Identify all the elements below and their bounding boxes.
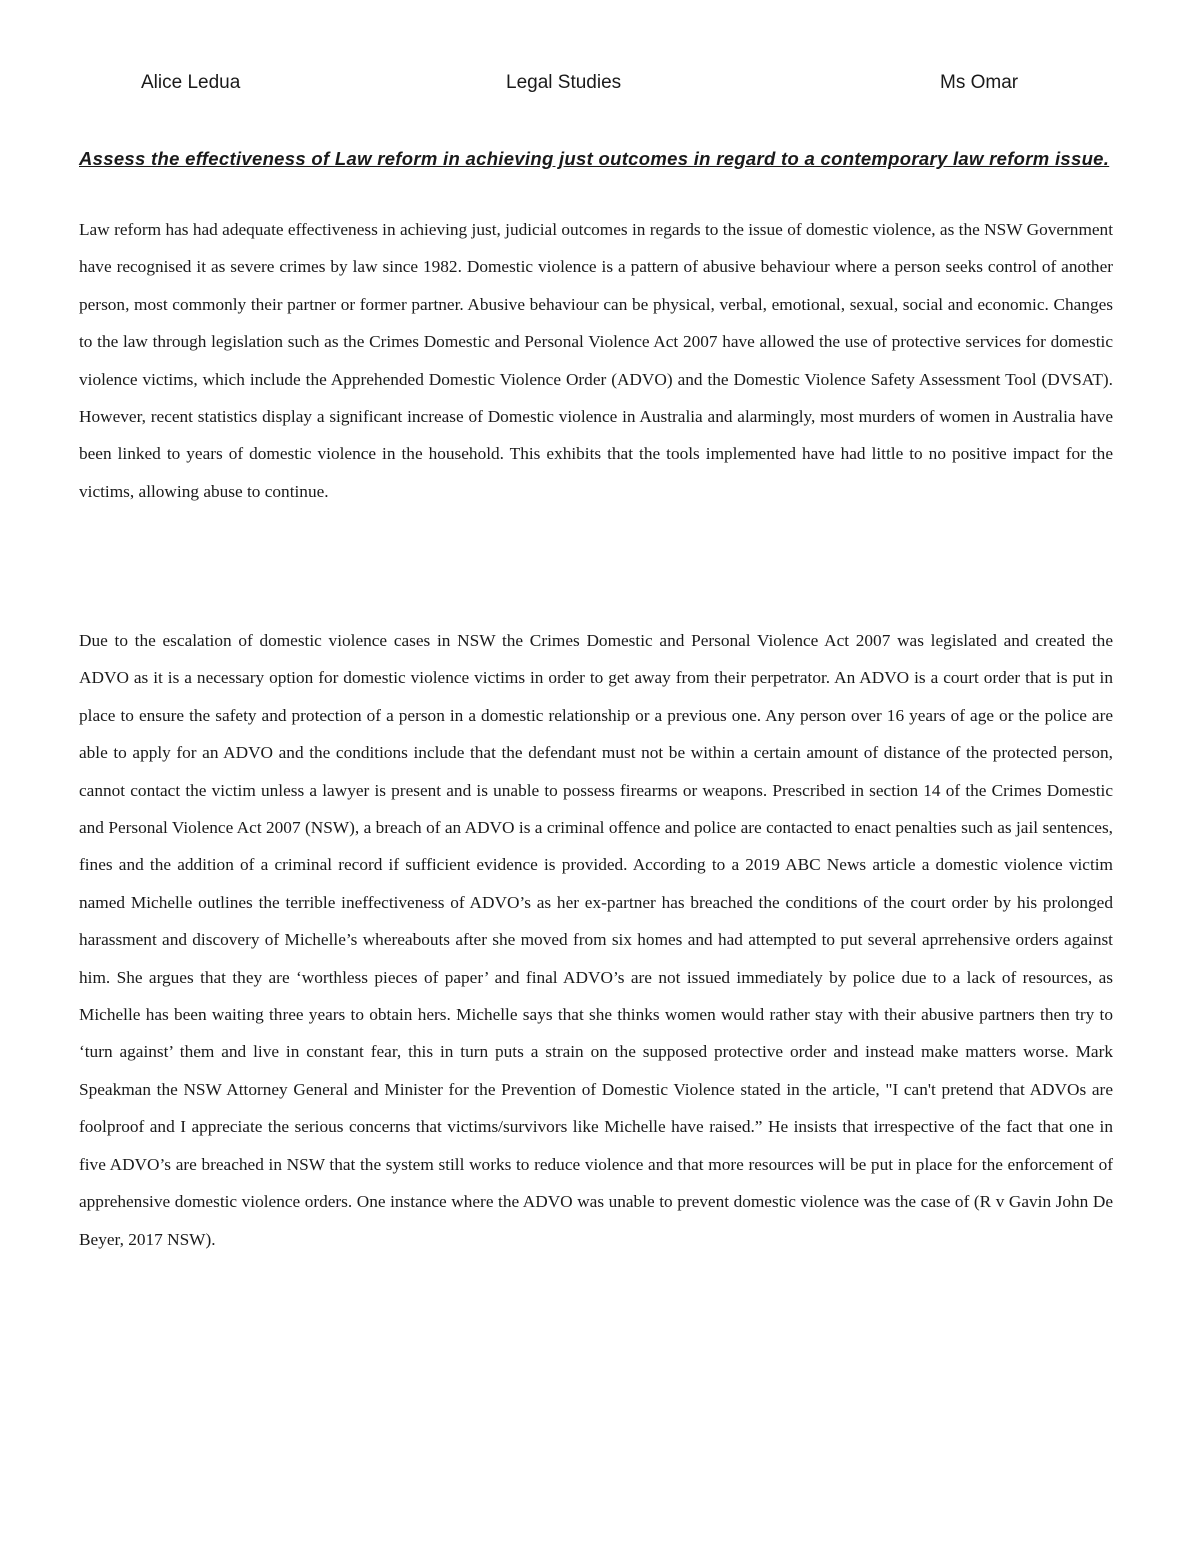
essay-question-title: Assess the effectiveness of Law reform in achieving just outcomes in regard to a contemporary law reform issue. [79,148,1110,169]
header-subject: Legal Studies [506,72,622,93]
body-paragraph-2: Due to the escalation of domestic violence cases in NSW the Crimes Domestic and Personal Violence Act 2007 was legislated and created the ADVO as it is a necessary option for domestic violence victims in order to get away from their perpetrator. An ADVO is a court order that is put in place to ensure the safety and protection of a person in a domestic relationship or a previous one. Any person over 16 years of age or the police are able to apply for an ADVO and the conditions include that the defendant must not be within a certain amount of distance of the protected person, cannot contact the victim unless a lawyer is present and is unable to possess firearms or weapons. Prescribed in section 14 of the Crimes Domestic and Personal Violence Act 2007 (NSW), a breach of an ADVO is a criminal offence and police are contacted to enact penalties such as jail sentences, fines and the addition of a criminal record if sufficient evidence is provided. According to a 2019 ABC News article a domestic violence victim named Michelle outlines the terrible ineffectiveness of ADVO’s as her ex-partner has breached the conditions of the court order by his prolonged harassment and discovery of Michelle’s whereabouts after she moved from six homes and had attempted to put several aprrehensive orders against him. She argues that they are ‘worthless pieces of paper’ and final ADVO’s are not issued immediately by police due to a lack of resources, as Michelle has been waiting three years to obtain hers. Michelle says that she thinks women would rather stay with their abusive partners then try to ‘turn against’ them and live in constant fear, this in turn puts a strain on the supposed protective order and instead make matters worse. Mark Speakman the NSW Attorney General and Minister for the Prevention of Domestic Violence stated in the article, "I can't pretend that ADVOs are foolproof and I appreciate the serious concerns that victims/survivors like Michelle have raised.” He insists that irrespective of the fact that one in five ADVO’s are breached in NSW that the system still works to reduce violence and that more resources will be put in place for the enforcement of apprehensive domestic violence orders. One instance where the ADVO was unable to prevent domestic violence was the case of (R v Gavin John De Beyer, 2017 NSW). [79,631,1113,1249]
header-teacher-name: Ms Omar [940,72,1019,93]
header-author-name: Alice Ledua [141,72,241,93]
body-paragraph-1: Law reform has had adequate effectiveness in achieving just, judicial outcomes in regards to the issue of domestic violence, as the NSW Government have recognised it as severe crimes by law since 1982. Domestic violence is a pattern of abusive behaviour where a person seeks control of another person, most commonly their partner or former partner. Abusive behaviour can be physical, verbal, emotional, sexual, social and economic. Changes to the law through legislation such as the Crimes Domestic and Personal Violence Act 2007 have allowed the use of protective services for domestic violence victims, which include the Apprehended Domestic Violence Order (ADVO) and the Domestic Violence Safety Assessment Tool (DVSAT). However, recent statistics display a significant increase of Domestic violence in Australia and alarmingly, most murders of women in Australia have been linked to years of domestic violence in the household. This exhibits that the tools implemented have had little to no positive impact for the victims, allowing abuse to continue. [79,220,1113,501]
